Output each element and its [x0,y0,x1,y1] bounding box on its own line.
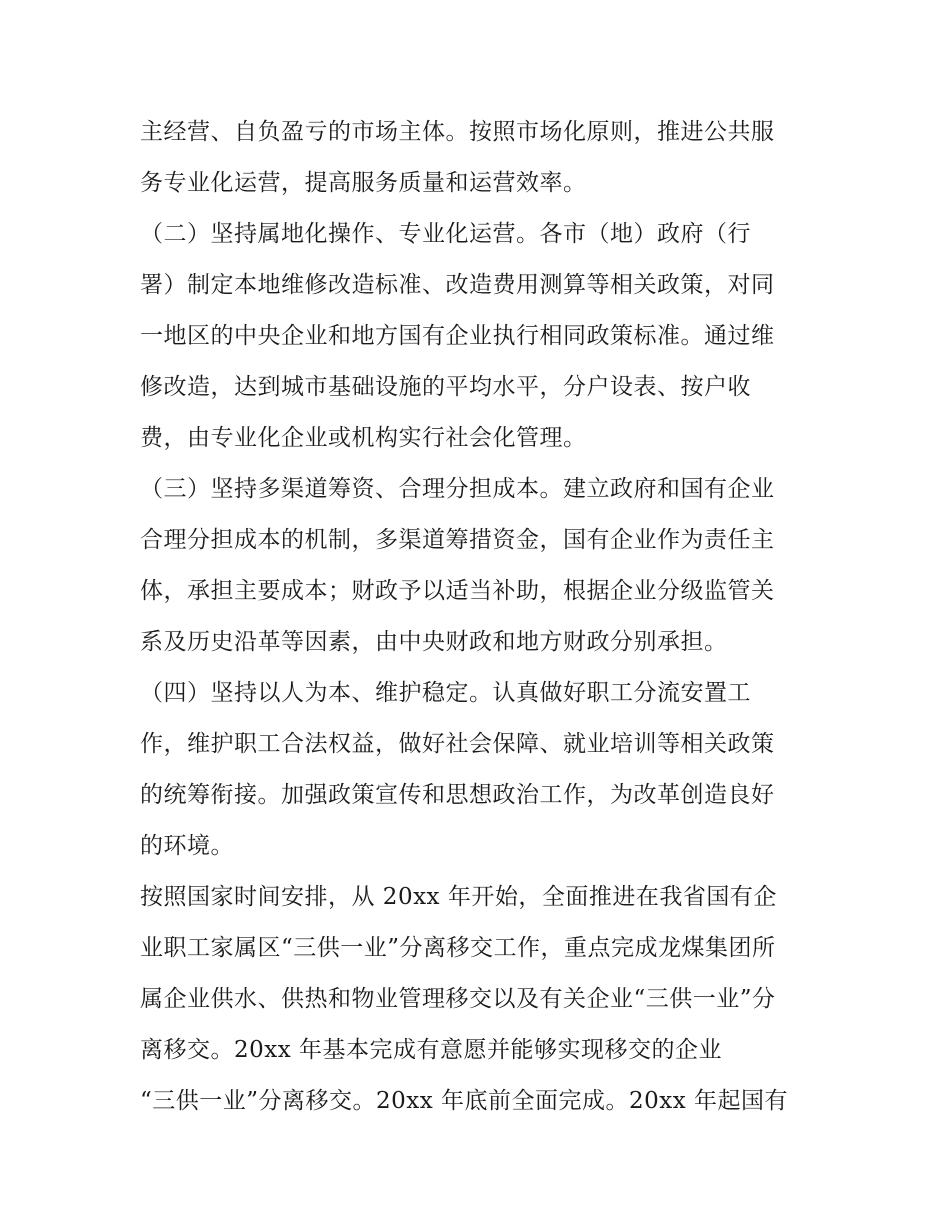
text-line: （三）坚持多渠道筹资、合理分担成本。建立政府和国有企业 [140,476,775,502]
text-line: 体，承担主要成本；财政予以适当补助，根据企业分级监管关 [140,578,775,604]
text-line: （二）坚持属地化操作、专业化运营。各市（地）政府（行 [140,221,751,247]
text-line: “三供一业”分离移交。20xx 年底前全面完成。20xx 年起国有 [140,1088,789,1114]
text-line: 作，维护职工合法权益，做好社会保障、就业培训等相关政策 [140,731,775,757]
text-line: 按照国家时间安排，从 20xx 年开始，全面推进在我省国有企 [140,884,777,910]
text-line: 修改造，达到城市基础设施的平均水平，分户设表、按户收 [140,374,751,400]
text-line: 业职工家属区“三供一业”分离移交工作，重点完成龙煤集团所 [140,935,776,961]
text-line: 系及历史沿革等因素，由中央财政和地方财政分别承担。 [140,629,728,655]
text-line: 的统筹衔接。加强政策宣传和思想政治工作，为改革创造良好 [140,782,775,808]
text-line: 主经营、自负盈亏的市场主体。按照市场化原则，推进公共服 [140,119,775,145]
text-line: 合理分担成本的机制，多渠道筹措资金，国有企业作为责任主 [140,527,775,553]
text-line: 务专业化运营，提高服务质量和运营效率。 [140,170,587,196]
text-line: 的环境。 [140,833,234,859]
text-line: 离移交。20xx 年基本完成有意愿并能够实现移交的企业 [140,1037,723,1063]
text-line: 署）制定本地维修改造标准、改造费用测算等相关政策，对同 [140,272,775,298]
text-line: 属企业供水、供热和物业管理移交以及有关企业“三供一业”分 [140,986,776,1012]
text-line: （四）坚持以人为本、维护稳定。认真做好职工分流安置工 [140,680,751,706]
document-body [140,107,820,1127]
text-line: 费，由专业化企业或机构实行社会化管理。 [140,425,587,451]
text-line: 一地区的中央企业和地方国有企业执行相同政策标准。通过维 [140,323,775,349]
